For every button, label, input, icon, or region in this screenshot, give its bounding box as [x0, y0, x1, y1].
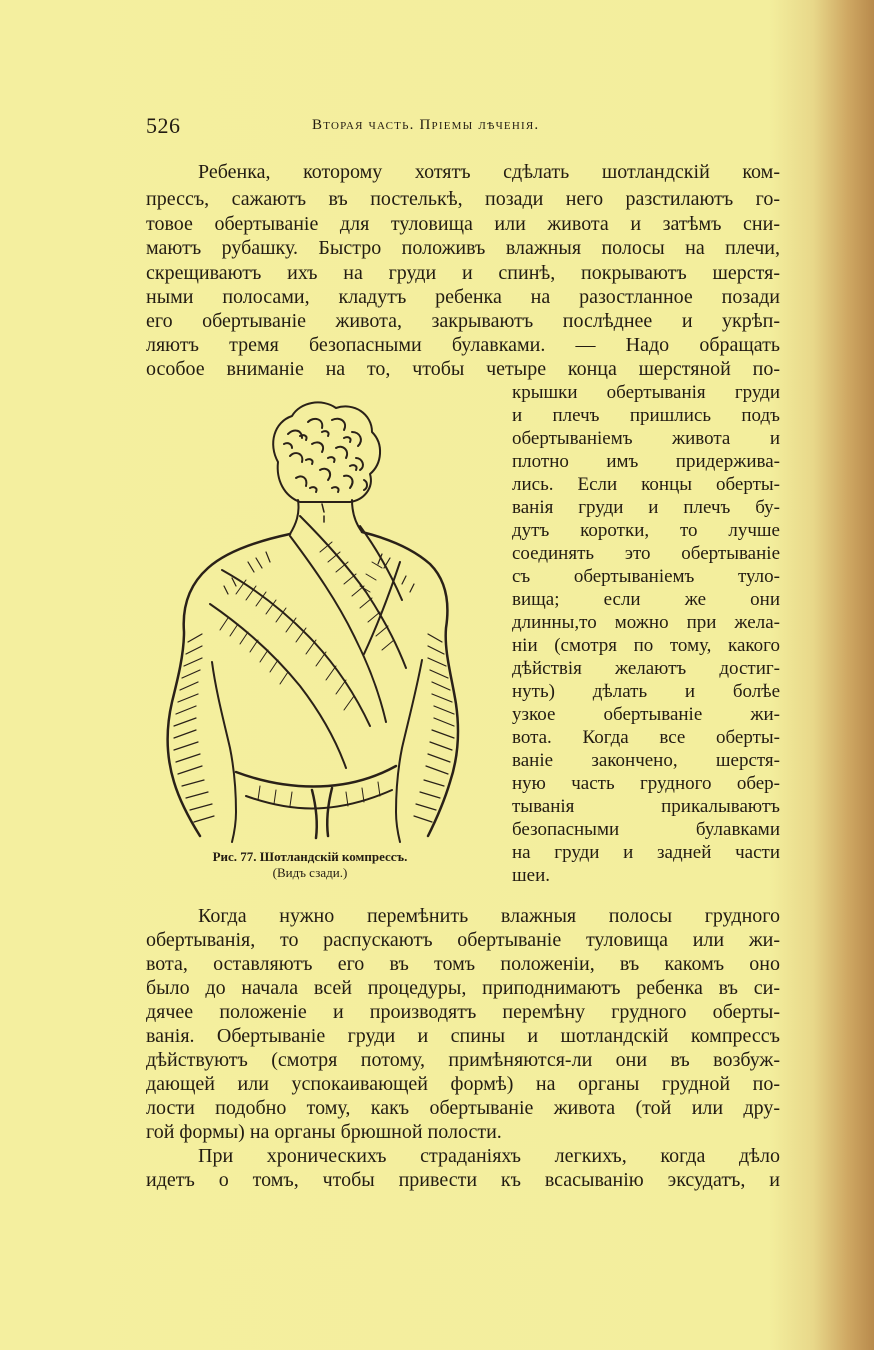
text-line: скрещиваютъ ихъ на груди и спинѣ, покрываютъ шерстя-	[146, 262, 780, 284]
text-line: ляютъ тремя безопасными булавками. — Надо обращать	[146, 334, 780, 356]
figure-caption: Рис. 77. Шотландскій компрессъ.	[212, 849, 408, 864]
text-line: Ребенка, которому хотятъ сдѣлать шотландскій ком-	[198, 161, 780, 183]
column-line: обертываніемъ живота и	[512, 428, 780, 449]
text-line: идетъ о томъ, чтобы привести къ всасыванію эксудатъ, и	[146, 1169, 780, 1191]
text-line: обертыванія, то распускаютъ обертываніе туловища или жи-	[146, 929, 780, 951]
column-line: на груди и задней части	[512, 842, 780, 863]
text-line: дячее положеніе и производятъ перемѣну грудного оберты-	[146, 1001, 780, 1023]
text-line: дающей или успокаивающей формѣ) на органы грудной по-	[146, 1073, 780, 1095]
column-line: нуть) дѣлать и болѣе	[512, 681, 780, 702]
text-line: При хроническихъ страданіяхъ легкихъ, когда дѣло	[198, 1145, 780, 1167]
figure-caption-subtitle: (Видъ сзади.)	[272, 865, 348, 880]
column-line: соединять это обертываніе	[512, 543, 780, 564]
column-line: дутъ коротки, то лучше	[512, 520, 780, 541]
column-line: вота. Когда все оберты-	[512, 727, 780, 748]
column-line: лись. Если концы оберты-	[512, 474, 780, 495]
column-line: вища; если же они	[512, 589, 780, 610]
figure-illustration	[150, 392, 470, 844]
text-line: прессъ, сажаютъ въ постелькѣ, позади него разстилаютъ го-	[146, 188, 780, 210]
column-line: крышки обертыванія груди	[512, 382, 780, 403]
page-header	[146, 113, 786, 139]
text-line: лости подобно тому, какъ обертываніе живота (той или дру-	[146, 1097, 780, 1119]
column-line: шеи.	[512, 865, 550, 886]
column-line: безопасными булавками	[512, 819, 780, 840]
column-line: ную часть грудного обер-	[512, 773, 780, 794]
page-number: 526	[146, 113, 181, 138]
text-line: ванія. Обертываніе груди и спины и шотландскій компрессъ	[146, 1025, 780, 1047]
column-line: и плечъ пришлись подъ	[512, 405, 780, 426]
running-head: Вторая часть. Пріемы лѣченія.	[312, 117, 540, 133]
column-line: съ обертываніемъ туло-	[512, 566, 780, 587]
text-line: вота, оставляютъ его въ томъ положеніи, въ какомъ оно	[146, 953, 780, 975]
text-line: особое вниманіе на то, чтобы четыре конца шерстяной по-	[146, 358, 780, 380]
column-line: узкое обертываніе жи-	[512, 704, 780, 725]
text-line: гой формы) на органы брюшной полости.	[146, 1121, 502, 1143]
text-line: его обертываніе живота, закрываютъ послѣднее и укрѣп-	[146, 310, 780, 332]
text-line: маютъ рубашку. Быстро положивъ влажныя полосы на плечи,	[146, 237, 780, 259]
column-line: ваніе закончено, шерстя-	[512, 750, 780, 771]
column-line: дѣйствія желаютъ достиг-	[512, 658, 780, 679]
column-line: ванія груди и плечъ бу-	[512, 497, 780, 518]
text-line: Когда нужно перемѣнить влажныя полосы грудного	[198, 905, 780, 927]
column-line: тыванія прикалываютъ	[512, 796, 780, 817]
text-line: было до начала всей процедуры, приподнимаютъ ребенка въ си-	[146, 977, 780, 999]
column-line: плотно имъ придержива-	[512, 451, 780, 472]
text-line: ными полосами, кладутъ ребенка на разостланное позади	[146, 286, 780, 308]
column-line: длинны,то можно при жела-	[512, 612, 780, 633]
column-line: ніи (смотря по тому, какого	[512, 635, 780, 656]
text-line: дѣйствуютъ (смотря потому, примѣняются-ли они въ возбуж-	[146, 1049, 780, 1071]
text-line: товое обертываніе для туловища или живота и затѣмъ сни-	[146, 213, 780, 235]
